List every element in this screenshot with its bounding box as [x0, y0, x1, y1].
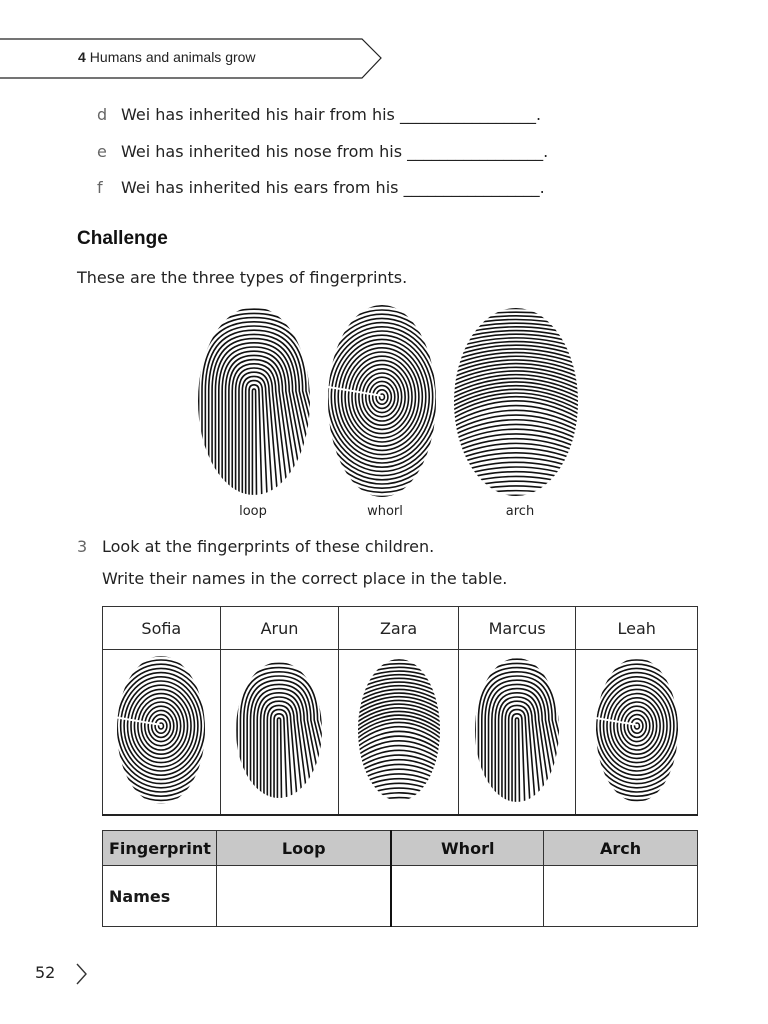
challenge-heading: Challenge	[77, 228, 168, 249]
child-name: Zara	[339, 607, 459, 650]
loop-fingerprint-icon	[196, 305, 312, 497]
table-header: Whorl	[391, 831, 543, 866]
chapter-title: Humans and animals grow	[89, 49, 256, 65]
child-print-cell	[339, 650, 459, 816]
question-letter: f	[97, 178, 103, 197]
loop-fingerprint-icon	[473, 656, 561, 804]
whorl-label: whorl	[367, 504, 403, 519]
arch-fingerprint-icon	[356, 657, 442, 803]
question-3	[77, 537, 434, 556]
arch-fingerprint-icon	[452, 306, 580, 498]
child-print-cell	[576, 650, 698, 816]
names-row-label: Names	[103, 866, 217, 927]
chapter-number: 4	[78, 49, 86, 65]
table-header: Arch	[544, 831, 698, 866]
child-name: Marcus	[458, 607, 576, 650]
question-d	[97, 105, 541, 124]
question-letter: d	[97, 105, 108, 124]
page-number: 52	[35, 963, 56, 982]
children-fingerprint-table	[102, 606, 698, 816]
question-text: Wei has inherited his hair from his _________________.	[121, 105, 542, 124]
child-print-cell	[458, 650, 576, 816]
child-print-cell	[103, 650, 221, 816]
question-text: Wei has inherited his ears from his _________________.	[121, 178, 545, 197]
chapter-header	[78, 49, 256, 65]
question-3-line1: Look at the fingerprints of these children.	[102, 537, 435, 556]
fingerprint-names-table	[102, 830, 698, 927]
table-header: Fingerprint	[103, 831, 217, 866]
loop-names-cell[interactable]	[217, 866, 392, 927]
question-number: 3	[77, 537, 88, 556]
arch-names-cell[interactable]	[544, 866, 698, 927]
child-name: Leah	[576, 607, 698, 650]
table-header: Loop	[217, 831, 392, 866]
whorl-fingerprint-icon	[326, 303, 438, 499]
whorl-names-cell[interactable]	[391, 866, 543, 927]
question-3-line2: Write their names in the correct place in the table.	[102, 569, 508, 588]
loop-fingerprint-icon	[234, 660, 324, 800]
question-f	[97, 178, 545, 197]
challenge-intro: These are the three types of fingerprints.	[77, 268, 408, 287]
question-letter: e	[97, 142, 107, 161]
arch-label: arch	[505, 504, 535, 519]
loop-label: loop	[239, 504, 267, 519]
chevron-right-icon	[75, 962, 89, 986]
question-text: Wei has inherited his nose from his _________________.	[121, 142, 549, 161]
question-e	[97, 142, 548, 161]
whorl-fingerprint-icon	[115, 654, 207, 806]
whorl-fingerprint-icon	[594, 656, 680, 804]
child-name: Sofia	[103, 607, 221, 650]
child-print-cell	[220, 650, 339, 816]
child-name: Arun	[220, 607, 339, 650]
